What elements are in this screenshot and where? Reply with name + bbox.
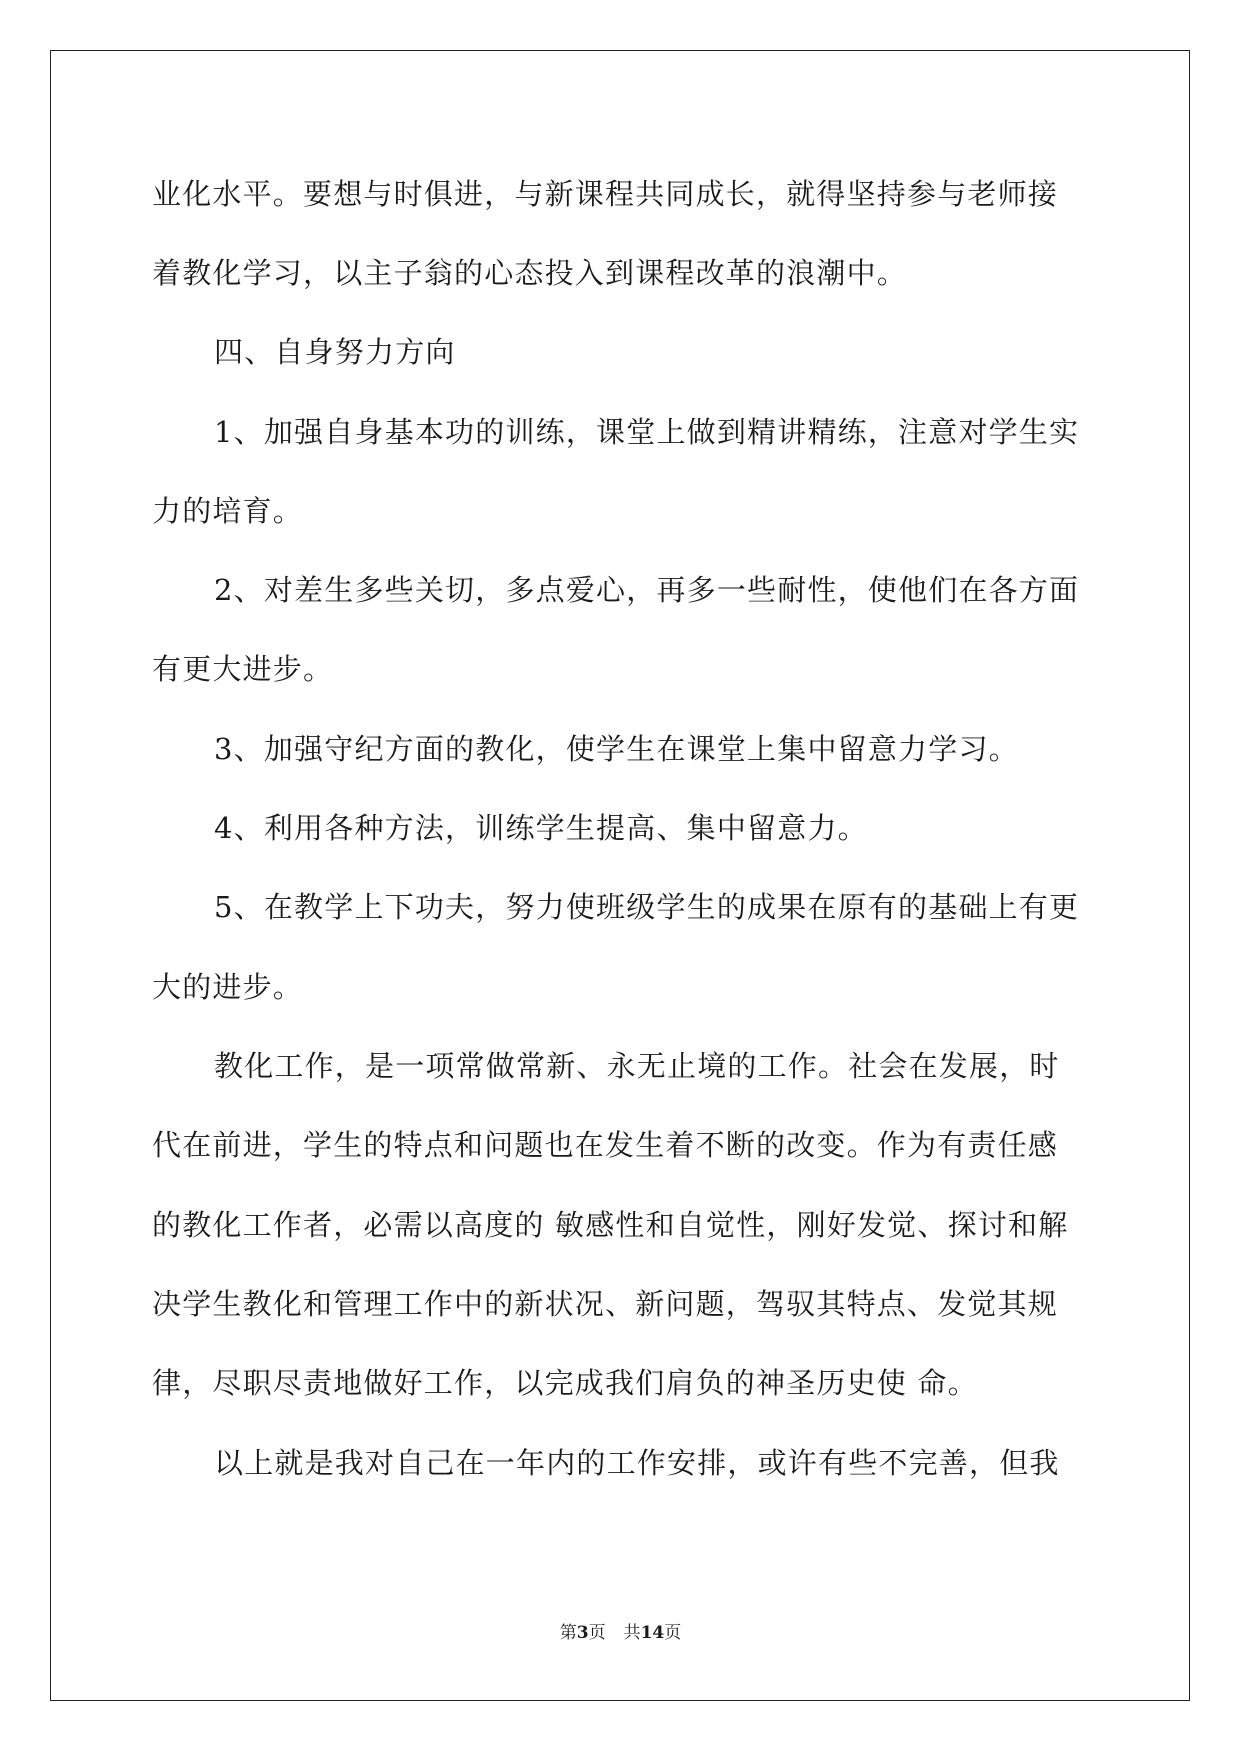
- paragraph-line: 着教化学习，以主子翁的心态投入到课程改革的浪潮中。: [152, 256, 908, 290]
- list-item: 4、利用各种方法，训练学生提高、集中留意力。: [214, 811, 868, 845]
- paragraph-line: 业化水平。要想与时俱进，与新课程共同成长，就得坚持参与老师接: [152, 177, 1059, 211]
- paragraph-line: 的教化工作者，必需以高度的 敏感性和自觉性，刚好发觉、探讨和解: [152, 1208, 1069, 1242]
- paragraph-line: 以上就是我对自己在一年内的工作安排，或许有些不完善，但我: [214, 1446, 1060, 1480]
- page-total: 14: [640, 1623, 665, 1643]
- total-unit: 页: [664, 1623, 682, 1643]
- list-item: 1、加强自身基本功的训练，课堂上做到精讲精练，注意对学生实: [214, 415, 1080, 449]
- page-prefix: 第: [559, 1623, 577, 1643]
- paragraph-line: 代在前进，学生的特点和问题也在发生着不断的改变。作为有责任感: [152, 1128, 1059, 1162]
- paragraph-line: 律，尽职尽责地做好工作，以完成我们肩负的神圣历史使 命。: [152, 1366, 978, 1400]
- page-unit: 页: [588, 1623, 606, 1643]
- list-item: 2、对差生多些关切，多点爱心，再多一些耐性，使他们在各方面: [214, 573, 1080, 607]
- paragraph-line: 决学生教化和管理工作中的新状况、新问题，驾驭其特点、发觉其规: [152, 1287, 1059, 1321]
- page-current: 3: [576, 1623, 589, 1643]
- paragraph-line: 力的培育。: [152, 494, 304, 528]
- paragraph-line: 大的进步。: [152, 970, 304, 1004]
- paragraph-line: 教化工作，是一项常做常新、永无止境的工作。社会在发展，时: [214, 1049, 1060, 1083]
- list-item: 5、在教学上下功夫，努力使班级学生的成果在原有的基础上有更: [214, 890, 1080, 924]
- total-prefix: 共: [623, 1623, 641, 1643]
- section-heading: 四、自身努力方向: [214, 335, 456, 369]
- page-footer: [0, 1618, 1241, 1643]
- paragraph-line: 有更大进步。: [152, 652, 334, 686]
- list-item: 3、加强守纪方面的教化，使学生在课堂上集中留意力学习。: [214, 732, 1019, 766]
